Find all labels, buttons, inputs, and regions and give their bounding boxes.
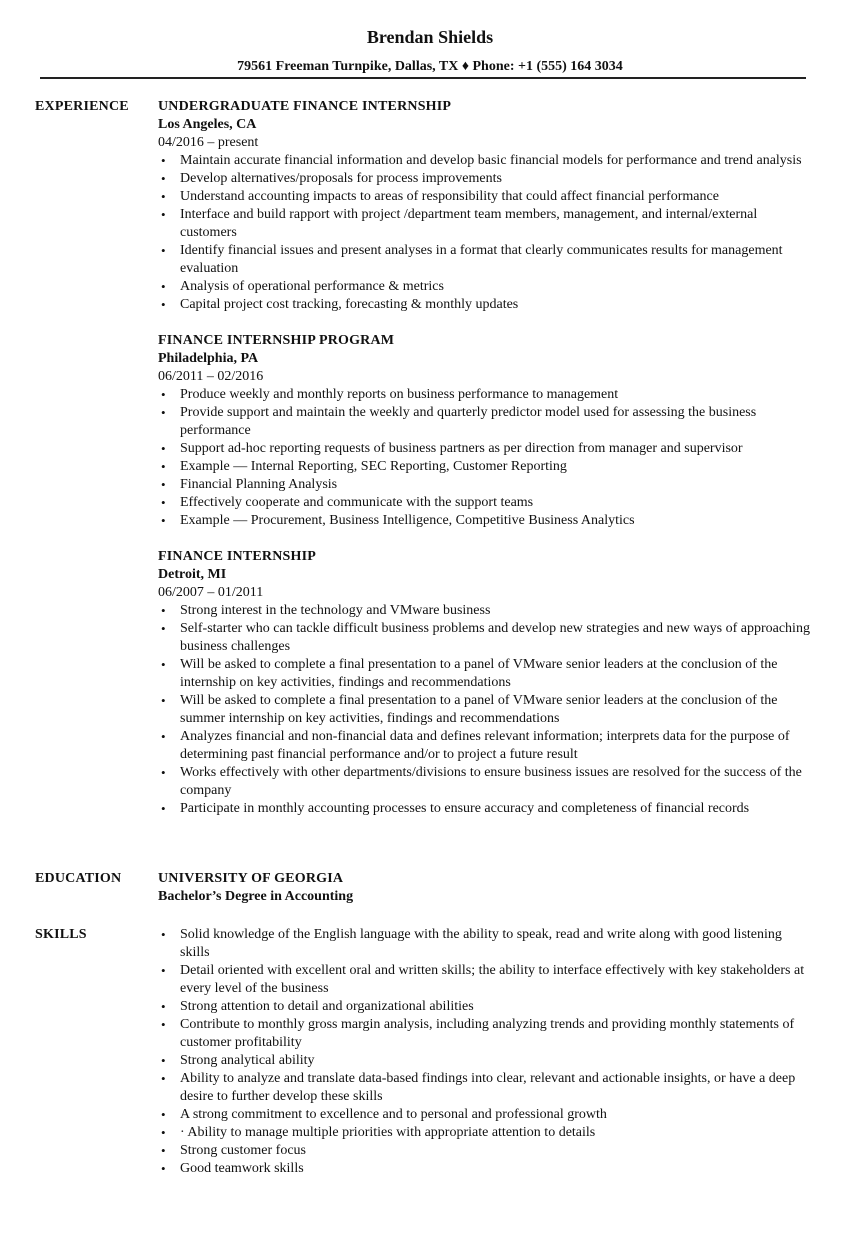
bullet-item: • Example — Internal Reporting, SEC Reporting, Customer Reporting (158, 458, 813, 476)
bullet-item: • Support ad-hoc reporting requests of business partners as per direction from manager and supervisor (158, 440, 813, 458)
candidate-name: Brendan Shields (366, 27, 494, 47)
job-entry (158, 332, 813, 530)
degree-name: Bachelor’s Degree in Accounting (158, 889, 354, 904)
school-name: UNIVERSITY OF GEORGIA (158, 871, 344, 886)
experience-heading: EXPERIENCE (35, 99, 129, 114)
job-title: FINANCE INTERNSHIP PROGRAM (158, 333, 395, 348)
job-location: Detroit, MI (158, 567, 227, 582)
job-title: UNDERGRADUATE FINANCE INTERNSHIP (158, 99, 452, 114)
bullet-item: • Develop alternatives/proposals for process improvements (158, 170, 813, 188)
skill-item: • · Ability to manage multiple priorities with appropriate attention to details (158, 1124, 813, 1142)
education-content (158, 870, 813, 906)
job-bullets (158, 602, 813, 818)
job-dates: 06/2011 – 02/2016 (158, 369, 264, 384)
skill-item: • Strong customer focus (158, 1142, 813, 1160)
skill-item: • Contribute to monthly gross margin analysis, including analyzing trends and providing monthly statements of customer profitability (158, 1016, 813, 1052)
skills-content (158, 926, 813, 1178)
bullet-item: • Analysis of operational performance & metrics (158, 278, 813, 296)
bullet-item: • Self-starter who can tackle difficult business problems and develop new strategies and new ways of approaching business challenges (158, 620, 813, 656)
education-heading: EDUCATION (35, 871, 122, 886)
bullet-item: • Maintain accurate financial information and develop basic financial models for performance and trend analysis (158, 152, 813, 170)
skill-item: • Strong attention to detail and organizational abilities (158, 998, 813, 1016)
skill-item: • Good teamwork skills (158, 1160, 813, 1178)
bullet-item: • Effectively cooperate and communicate with the support teams (158, 494, 813, 512)
job-entry (158, 98, 813, 314)
bullet-item: • Strong interest in the technology and VMware business (158, 602, 813, 620)
job-entry (158, 548, 813, 818)
bullet-item: • Understand accounting impacts to areas of responsibility that could affect financial performance (158, 188, 813, 206)
bullet-item: • Participate in monthly accounting processes to ensure accuracy and completeness of financial records (158, 800, 813, 818)
job-dates: 04/2016 – present (158, 135, 259, 150)
bullet-item: • Financial Planning Analysis (158, 476, 813, 494)
bullet-item: • Will be asked to complete a final presentation to a panel of VMware senior leaders at the conclusion of the summer internship on key activities, findings and recommendations (158, 692, 813, 728)
job-bullets (158, 152, 813, 314)
skills-list (158, 926, 813, 1178)
skill-item: • Solid knowledge of the English language with the ability to speak, read and write along with good listening skills (158, 926, 813, 962)
bullet-item: • Will be asked to complete a final presentation to a panel of VMware senior leaders at the conclusion of the internship on key activities, findings and recommendations (158, 656, 813, 692)
bullet-item: • Analyzes financial and non-financial data and defines relevant information; interprets data for the purpose of determining past financial performance and/or to project a future result (158, 728, 813, 764)
skill-item: • A strong commitment to excellence and to personal and professional growth (158, 1106, 813, 1124)
job-bullets (158, 386, 813, 530)
contact-line: 79561 Freeman Turnpike, Dallas, TX ♦ Phone: +1 (555) 164 3034 (237, 59, 623, 74)
skill-item: • Detail oriented with excellent oral and written skills; the ability to interface effectively with key stakeholders at every level of the business (158, 962, 813, 998)
bullet-item: • Works effectively with other departments/divisions to ensure business issues are resolved for the success of the company (158, 764, 813, 800)
skill-item: • Ability to analyze and translate data-based findings into clear, relevant and actionable insights, or have a deep desire to further develop these skills (158, 1070, 813, 1106)
header-divider (40, 77, 806, 79)
job-title: FINANCE INTERNSHIP (158, 549, 317, 564)
experience-content (158, 98, 813, 836)
skill-item: • Strong analytical ability (158, 1052, 813, 1070)
bullet-item: • Provide support and maintain the weekly and quarterly predictor model used for assessing the business performance (158, 404, 813, 440)
job-location: Philadelphia, PA (158, 351, 259, 366)
bullet-item: • Produce weekly and monthly reports on business performance to management (158, 386, 813, 404)
bullet-item: • Example — Procurement, Business Intelligence, Competitive Business Analytics (158, 512, 813, 530)
job-location: Los Angeles, CA (158, 117, 257, 132)
bullet-item: • Interface and build rapport with project /department team members, management, and internal/external customers (158, 206, 813, 242)
bullet-item: • Identify financial issues and present analyses in a format that clearly communicates results for management evaluation (158, 242, 813, 278)
skills-heading: SKILLS (35, 927, 87, 942)
bullet-item: • Capital project cost tracking, forecasting & monthly updates (158, 296, 813, 314)
job-dates: 06/2007 – 01/2011 (158, 585, 264, 600)
